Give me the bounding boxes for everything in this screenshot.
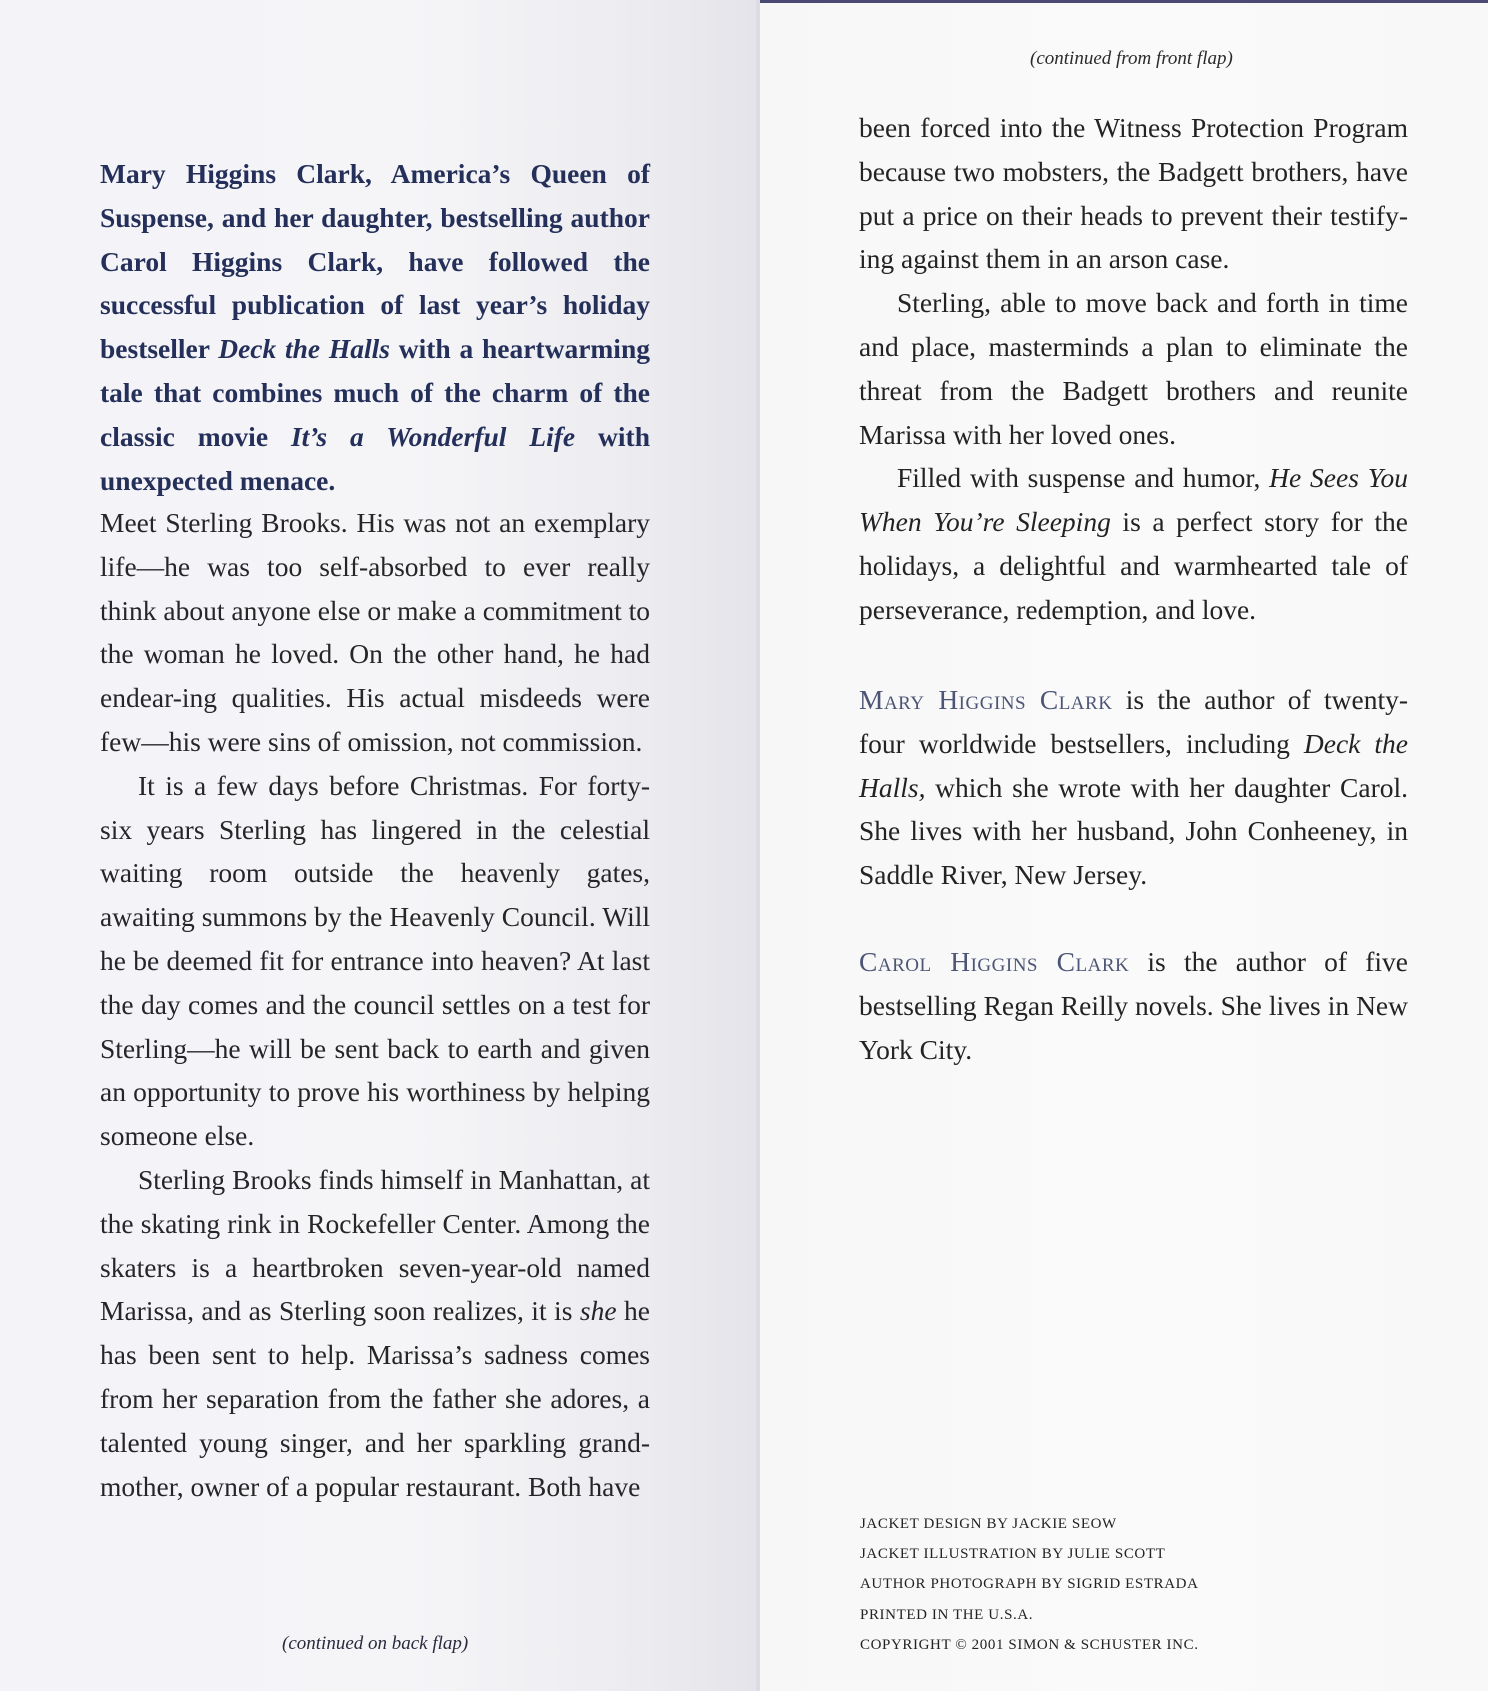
copyright-line: COPYRIGHT © 2001 SIMON & SCHUSTER INC. bbox=[860, 1636, 1199, 1653]
story-paragraph-1: Meet Sterling Brooks. His was not an exemplary life—he was too self-absorbed to ever really think about anyone else or make a commitment to the woman he loved. On the other hand, he had endear-ing qualities. His actual misdeeds were few—his were sins of omission, not commission. bbox=[100, 507, 650, 757]
back-story-paragraph-1: been forced into the Witness Protection Program because two mobsters, the Badgett brothers, have put a price on their heads to prevent their testify-ing against them in an arson case. bbox=[859, 112, 1408, 275]
intro-blurb: Mary Higgins Clark, America’s Queen of Suspense, and her daughter, bestselling author Carol Higgins Clark, have followed the successful publication of last year’s holiday bestseller Deck the Halls with a heartwarming tale that combines much of the charm of the classic movie It’s a Wonderful Life with unexpected menace. bbox=[100, 158, 651, 496]
movie-title: It’s a Wonderful Life bbox=[290, 420, 576, 452]
author-name-carol: Carol Higgins Clark bbox=[859, 946, 1130, 977]
credit-line: JACKET DESIGN BY JACKIE SEOW bbox=[860, 1516, 1117, 1532]
story-paragraph-3: Sterling Brooks finds himself in Manhattan, at the skating rink in Rockefeller Center. Among the skaters is a heartbroken seven-year-old named Marissa, and as Sterling soon realizes, it is she he has been sent to help. Marissa’s sadness comes from her separation from the father she adores, a talented young singer, and her sparkling grand-mother, owner of a popular restaurant. Both have bbox=[100, 1163, 650, 1502]
book-title: He Sees You When You’re Sleeping bbox=[859, 462, 1408, 538]
back-story-paragraph-3: Filled with suspense and humor, He Sees You When You’re Sleeping is a perfect story for the holidays, a delightful and warmhearted tale of perseverance, redemption, and love. bbox=[859, 462, 1408, 625]
author-name-mary: Mary Higgins Clark bbox=[859, 684, 1113, 715]
credit-line: AUTHOR PHOTOGRAPH BY SIGRID ESTRADA bbox=[860, 1576, 1199, 1593]
story-paragraph-2: It is a few days before Christmas. For forty-six years Sterling has lingered in the celestial waiting room outside the heavenly gates, awaiting summons by the Heavenly Council. Will he be deemed fit for entrance into heaven? At last the day comes and the council settles on a test for Sterling—he will be sent back to earth and given an opportunity to prove his worthiness by helping someone else. bbox=[100, 769, 650, 1152]
back-flap-story bbox=[859, 106, 1408, 632]
jacket-credits bbox=[860, 1509, 1280, 1660]
author-bio-mary: Mary Higgins Clark is the author of twenty-four worldwide bestsellers, including Deck the Halls, which she wrote with her daughter Carol. She lives with her husband, John Conheeney, in Saddle River, New Jersey. bbox=[859, 684, 1409, 891]
continued-from-front-flap: (continued from front flap) bbox=[1030, 48, 1233, 69]
back-story-paragraph-2: Sterling, able to move back and forth in time and place, masterminds a plan to eliminate the threat from the Badgett brothers and reunite Marissa with her loved ones. bbox=[859, 287, 1408, 450]
book-title-deck-the-halls: Deck the Halls bbox=[218, 333, 391, 365]
front-flap-story bbox=[100, 501, 650, 1508]
author-bio-carol: Carol Higgins Clark is the author of five bestselling Regan Reilly novels. She lives in New York City. bbox=[859, 946, 1408, 1065]
credit-line: PRINTED IN THE U.S.A. bbox=[860, 1606, 1034, 1623]
credit-line: JACKET ILLUSTRATION BY JULIE SCOTT bbox=[860, 1546, 1166, 1563]
continued-on-back-flap: (continued on back flap) bbox=[282, 1633, 469, 1654]
